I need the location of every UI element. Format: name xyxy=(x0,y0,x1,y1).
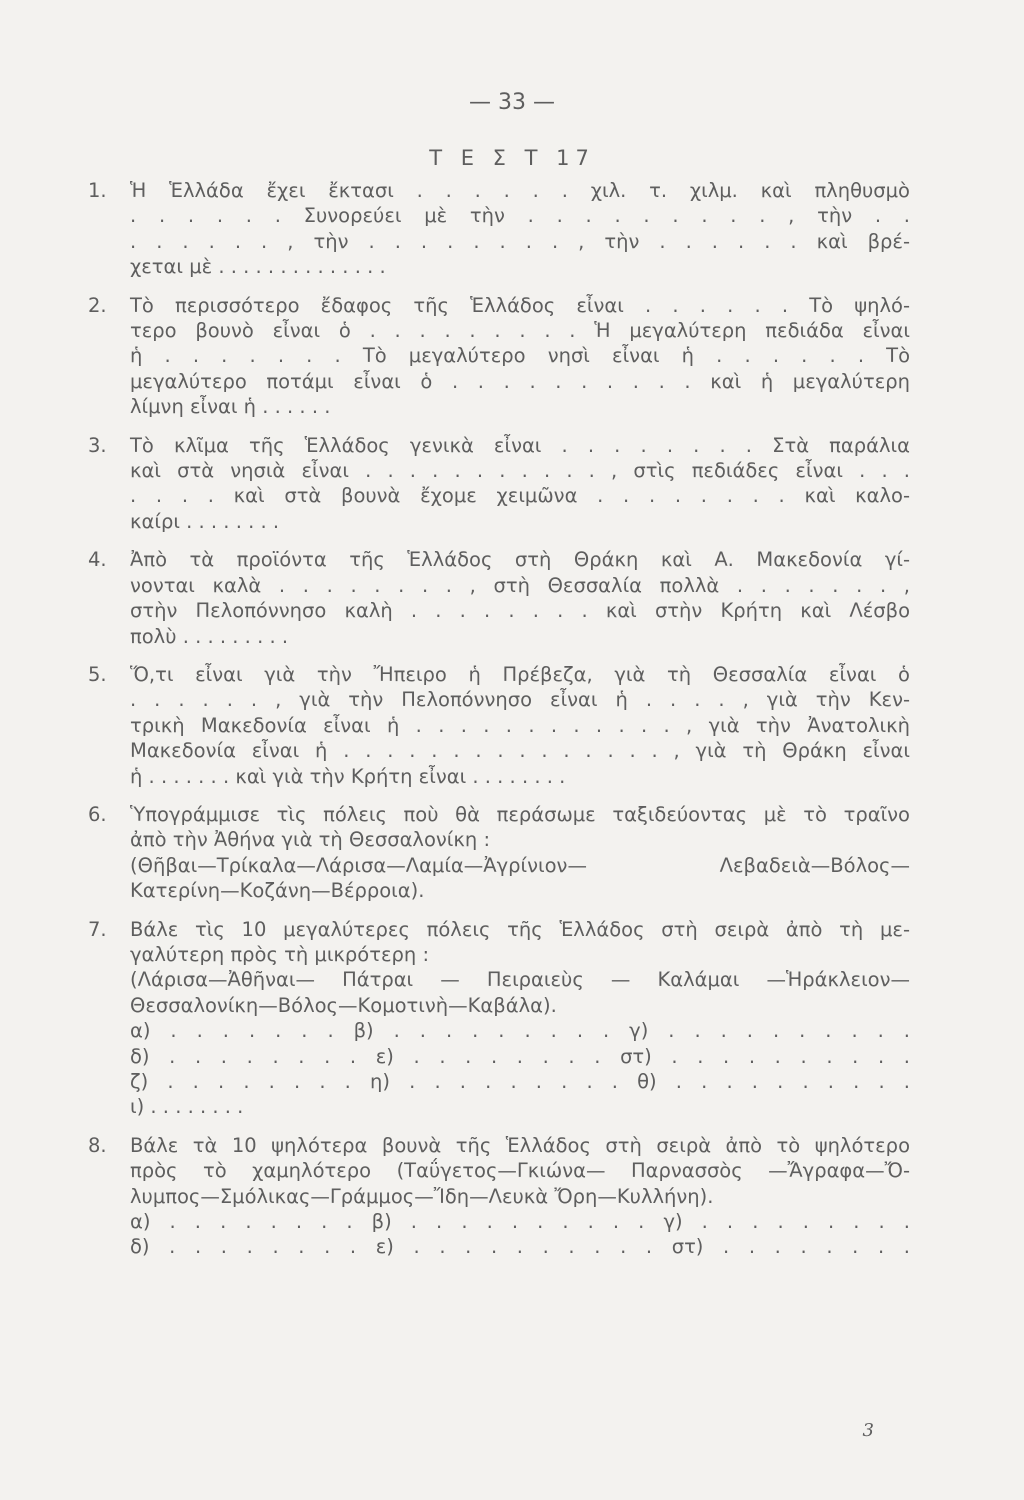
text-line: Βάλε τὰ 10 ψηλότερα βουνὰ τῆς Ἑλλάδος στὴ σειρὰ ἀπὸ τὸ ψηλότερο xyxy=(130,1133,910,1157)
text-line: χεται μὲ . . . . . . . . . . . . . . xyxy=(130,255,386,279)
text-line: καίρι . . . . . . . . xyxy=(130,509,280,533)
question-text xyxy=(130,917,910,1120)
question-number: 5. xyxy=(88,662,107,686)
text-line: μεγαλύτερο ποτάμι εἶναι ὁ . . . . . . . . . . καὶ ἡ μεγαλύτερη xyxy=(130,369,910,393)
text-line: νονται καλὰ . . . . . . . . , στὴ Θεσσαλία πολλὰ . . . . . . . , xyxy=(130,573,910,597)
question-text xyxy=(130,433,910,535)
text-line: Ὑπογράμμισε τὶς πόλεις ποὺ θὰ περάσωμε ταξιδεύοντας μὲ τὸ τραῖνο xyxy=(130,802,910,826)
question-item xyxy=(88,178,910,280)
question-number: 8. xyxy=(88,1133,107,1157)
question-item xyxy=(88,917,910,1120)
text-line: τερο βουνὸ εἶναι ὁ . . . . . . . . . Ἡ μεγαλύτερη πεδιάδα εἶναι xyxy=(130,319,910,343)
text-line: στὴν Πελοπόννησο καλὴ . . . . . . . . καὶ στὴν Κρήτη καὶ Λέσβο xyxy=(130,599,910,623)
text-line: Τὸ κλῖμα τῆς Ἑλλάδος γενικὰ εἶναι . . . . . . . . Στὰ παράλια xyxy=(130,433,910,457)
text-line: καὶ στὰ νησιὰ εἶναι . . . . . . . . . . . , στὶς πεδιάδες εἶναι . . . xyxy=(130,459,910,483)
question-item xyxy=(88,1133,910,1260)
question-number: 3. xyxy=(88,433,107,457)
text-line: Ὅ,τι εἶναι γιὰ τὴν Ἤπειρο ἡ Πρέβεζα, γιὰ τὴ Θεσσαλία εἶναι ὁ xyxy=(130,662,910,686)
question-text xyxy=(130,1133,910,1260)
text-line: ζ) . . . . . . . . η) . . . . . . . . . θ) . . . . . . . . . . xyxy=(130,1070,910,1093)
text-line: Ἀπὸ τὰ προϊόντα τῆς Ἑλλάδος στὴ Θράκη καὶ Α. Μακεδονία γί- xyxy=(130,548,910,572)
text-line: . . . . καὶ στὰ βουνὰ ἔχομε χειμῶνα . . . . . . . . καὶ καλο- xyxy=(130,484,910,508)
text-line: Βάλε τὶς 10 μεγαλύτερες πόλεις τῆς Ἑλλάδος στὴ σειρὰ ἀπὸ τὴ με- xyxy=(130,917,910,941)
text-line: α) . . . . . . . . β) . . . . . . . . . . γ) . . . . . . . . . xyxy=(130,1210,910,1234)
question-text xyxy=(130,802,910,904)
text-line: δ) . . . . . . . . ε) . . . . . . . . . . στ) . . . . . . . . xyxy=(130,1235,910,1259)
question-text xyxy=(130,662,910,789)
text-line: δ) . . . . . . . . ε) . . . . . . . . στ) . . . . . . . . . . xyxy=(130,1044,910,1068)
text-line: ι) . . . . . . . . xyxy=(130,1095,244,1119)
text-line: Τὸ περισσότερο ἔδαφος τῆς Ἑλλάδος εἶναι . . . . . . Τὸ ψηλό- xyxy=(130,293,910,317)
question-item xyxy=(88,433,910,535)
signature-mark: 3 xyxy=(862,1420,874,1441)
question-number: 1. xyxy=(88,179,107,202)
text-line: Θεσσαλονίκη—Βόλος—Κομοτινὴ—Καβάλα). xyxy=(130,993,557,1017)
question-number: 4. xyxy=(88,548,107,572)
text-line: ἡ . . . . . . . Τὸ μεγαλύτερο νησὶ εἶναι ἡ . . . . . . Τὸ xyxy=(130,344,910,368)
text-line: λυμπος—Σμόλικας—Γράμμος—Ἴδη—Λευκὰ Ὄρη—Κυλλήνη). xyxy=(130,1184,714,1208)
question-item xyxy=(88,662,910,789)
question-number: 2. xyxy=(88,293,107,317)
question-item xyxy=(88,547,910,649)
question-list xyxy=(88,178,910,1273)
test-title: Τ Ε Σ Τ 17 xyxy=(429,146,595,170)
text-line: τρικὴ Μακεδονία εἶναι ἡ . . . . . . . . . . . . , γιὰ τὴν Ἀνατολικὴ xyxy=(130,713,910,737)
text-line: α) . . . . . . . β) . . . . . . . . . γ) . . . . . . . . . . xyxy=(130,1019,910,1043)
text-line: Ἡ Ἑλλάδα ἔχει ἔκτασι . . . . . . χιλ. τ. χιλμ. καὶ πληθυσμὸ xyxy=(130,179,910,202)
text-line: . . . . . . , γιὰ τὴν Πελοπόννησο εἶναι ἡ . . . . , γιὰ τὴν Κεν- xyxy=(130,688,910,712)
text-line: ἀπὸ τὴν Ἀθήνα γιὰ τὴ Θεσσαλονίκη : xyxy=(130,828,491,852)
text-line: γαλύτερη πρὸς τὴ μικρότερη : xyxy=(130,942,430,966)
text-line: πρὸς τὸ χαμηλότερο (Ταΰγετος—Γκιώνα— Παρνασσὸς —Ἄγραφα—Ὄ- xyxy=(130,1159,910,1183)
question-number: 7. xyxy=(88,917,107,941)
text-line: . . . . . . , τὴν . . . . . . . . , τὴν . . . . . . καὶ βρέ- xyxy=(130,229,910,253)
question-number: 6. xyxy=(88,802,107,826)
text-line: Μακεδονία εἶναι ἡ . . . . . . . . . . . . . . . , γιὰ τὴ Θράκη εἶναι xyxy=(130,739,910,763)
question-text xyxy=(130,293,910,420)
page-number: — 33 — xyxy=(469,90,555,115)
text-line: Κατερίνη—Κοζάνη—Βέρροια). xyxy=(130,879,425,903)
text-line: (Θῆβαι—Τρίκαλα—Λάρισα—Λαμία—Ἀγρίνιον— Λεβαδειὰ—Βόλος— xyxy=(130,853,910,877)
question-item xyxy=(88,293,910,420)
text-line: (Λάρισα—Ἀθῆναι— Πάτραι — Πειραιεὺς — Καλάμαι —Ἡράκλειον— xyxy=(130,968,910,992)
question-text xyxy=(130,178,910,280)
text-line: ἡ . . . . . . . καὶ γιὰ τὴν Κρήτη εἶναι . . . . . . . . xyxy=(130,764,566,788)
text-line: πολὺ . . . . . . . . . xyxy=(130,624,289,648)
text-line: λίμνη εἶναι ἡ . . . . . . xyxy=(130,395,331,419)
question-text xyxy=(130,547,910,649)
text-line: . . . . . . Συνορεύει μὲ τὴν . . . . . . . . . , τὴν . . xyxy=(130,204,910,228)
question-item xyxy=(88,802,910,904)
